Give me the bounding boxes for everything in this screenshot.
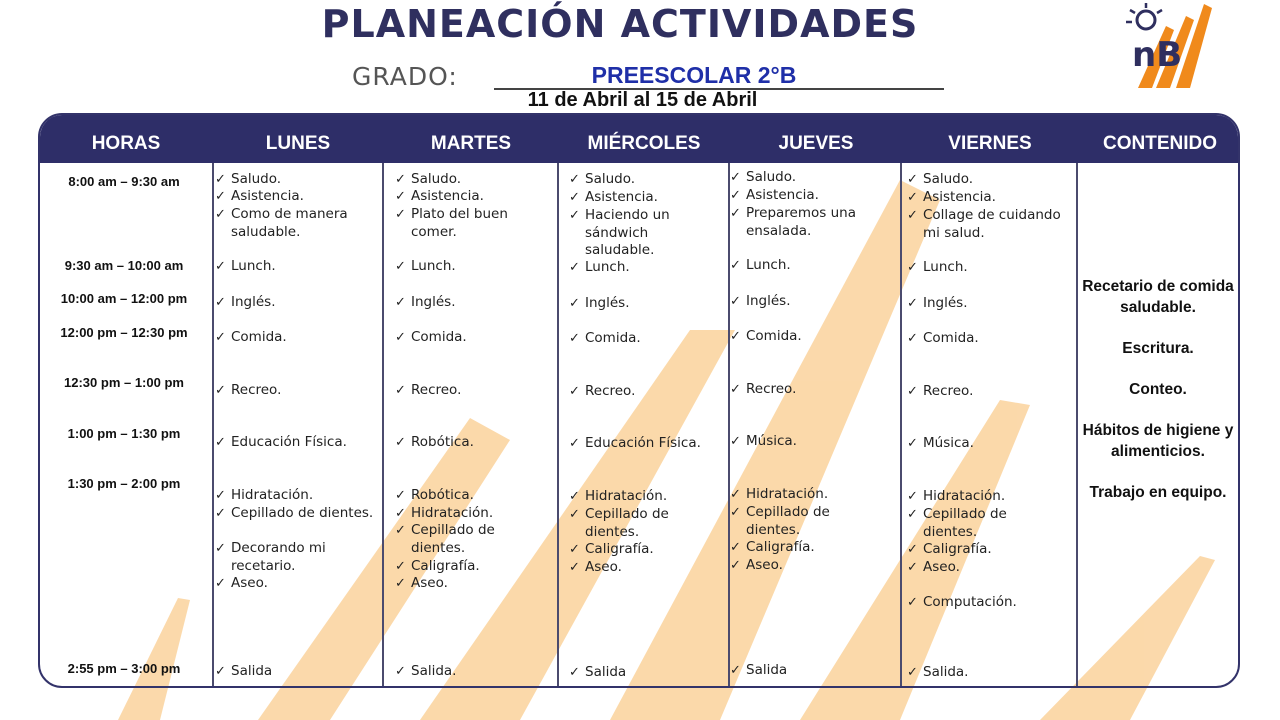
list-item: ✓ Caligrafía. [907, 541, 992, 557]
list-item: ✓ Caligrafía. [569, 541, 654, 557]
time-slot: 1:30 pm – 2:00 pm [67, 476, 181, 491]
list-item: ✓ Hidratación. [730, 486, 829, 502]
grade-label: GRADO: [352, 62, 458, 91]
contenido-list [1078, 276, 1238, 523]
list-item: ✓ Caligrafía. [730, 539, 815, 555]
list-item: ✓ Saludo. [215, 171, 282, 187]
list-item: ✓ Aseo. [395, 575, 448, 591]
list-item: ✓ Hidratación. [907, 488, 1006, 504]
time-slot: 1:00 pm – 1:30 pm [67, 426, 181, 441]
list-item: ✓ Lunch. [730, 257, 791, 273]
list-item: ✓ Inglés. [395, 294, 456, 310]
column-divider [728, 163, 730, 686]
list-item: ✓ Como de manera saludable. [215, 206, 348, 240]
header-martes: MARTES [430, 133, 512, 154]
list-item: ✓ Cepillado de dientes. [395, 522, 495, 556]
list-item: ✓ Recreo. [907, 383, 974, 399]
time-slot: 8:00 am – 9:30 am [68, 174, 180, 189]
header-jueves: JUEVES [778, 133, 854, 154]
contenido-item: Conteo. [1129, 381, 1187, 398]
list-item: ✓ Asistencia. [569, 189, 658, 205]
list-item: ✓ Lunch. [907, 259, 968, 275]
list-item: ✓ Hidratación. [569, 488, 668, 504]
grade-value: PREESCOLAR 2°B [591, 62, 797, 88]
time-slot: 9:30 am – 10:00 am [64, 258, 184, 273]
page-title: PLANEACIÓN ACTIVIDADES [321, 2, 919, 46]
contenido-item: Recetario de comida saludable. [1082, 278, 1234, 316]
list-item: ✓ Computación. [907, 594, 1017, 610]
list-item: ✓ Preparemos una ensalada. [730, 205, 856, 239]
table-header [40, 115, 1238, 163]
list-item: ✓ Lunch. [395, 258, 456, 274]
time-slot: 12:30 pm – 1:00 pm [64, 375, 184, 390]
list-item: ✓ Salida. [907, 664, 969, 680]
header-viernes: VIERNES [948, 133, 1032, 154]
header-lunes: LUNES [265, 133, 331, 154]
school-logo [1118, 0, 1218, 90]
list-item: ✓ Aseo. [215, 575, 268, 591]
list-item: ✓ Comida. [907, 330, 979, 346]
header-miercoles: MIÉRCOLES [587, 133, 701, 154]
list-item: ✓ Aseo. [569, 559, 622, 575]
list-item: ✓ Comida. [395, 329, 467, 345]
column-divider [900, 163, 902, 686]
list-item: ✓ Salida. [395, 663, 457, 679]
contenido-item: Hábitos de higiene y alimenticios. [1082, 422, 1234, 460]
list-item: ✓ Comida. [569, 330, 641, 346]
list-item: ✓ Recreo. [215, 382, 282, 398]
column-divider [382, 163, 384, 686]
list-item: ✓ Decorando mi recetario. [215, 540, 326, 574]
list-item: ✓ Recreo. [395, 382, 462, 398]
list-item: ✓ Asistencia. [907, 189, 996, 205]
list-item: ✓ Salida [569, 664, 627, 680]
list-item: ✓ Recreo. [730, 381, 797, 397]
list-item: ✓ Robótica. [395, 487, 474, 503]
list-item: ✓ Cepillado de dientes. [730, 504, 830, 538]
list-item: ✓ Salida [730, 662, 788, 678]
list-item: ✓ Asistencia. [730, 187, 819, 203]
list-item: ✓ Inglés. [215, 294, 276, 310]
list-item: ✓ Cepillado de dientes. [215, 505, 374, 521]
header-horas: HORAS [91, 133, 161, 154]
list-item: ✓ Inglés. [907, 295, 968, 311]
date-range: 11 de Abril al 15 de Abril [527, 89, 758, 111]
list-item: ✓ Lunch. [215, 258, 276, 274]
list-item: ✓ Inglés. [730, 293, 791, 309]
contenido-item: Escritura. [1122, 340, 1194, 357]
header-contenido: CONTENIDO [1103, 133, 1217, 154]
list-item: ✓ Inglés. [569, 295, 630, 311]
list-item: ✓ Educación Física. [215, 434, 347, 450]
list-item: ✓ Hidratación. [215, 487, 314, 503]
list-item: ✓ Aseo. [730, 557, 783, 573]
list-item: ✓ Comida. [730, 328, 802, 344]
list-item: ✓ Plato del buen comer. [395, 206, 508, 240]
list-item: ✓ Hidratación. [395, 505, 494, 521]
list-item: ✓ Recreo. [569, 383, 636, 399]
time-slot: 12:00 pm – 12:30 pm [60, 325, 188, 340]
list-item: ✓ Cepillado de dientes. [569, 506, 669, 540]
logo-text: nB [1132, 35, 1183, 75]
time-slot: 2:55 pm – 3:00 pm [67, 661, 181, 676]
list-item: ✓ Comida. [215, 329, 287, 345]
list-item: ✓ Robótica. [395, 434, 474, 450]
list-item: ✓ Caligrafía. [395, 558, 480, 574]
list-item: ✓ Música. [907, 435, 974, 451]
list-item: ✓ Saludo. [907, 171, 974, 187]
list-item: ✓ Lunch. [569, 259, 630, 275]
list-item: ✓ Educación Física. [569, 435, 701, 451]
list-item: ✓ Saludo. [395, 171, 462, 187]
list-item: ✓ Saludo. [569, 171, 636, 187]
list-item: ✓ Cepillado de dientes. [907, 506, 1007, 540]
time-slot: 10:00 am – 12:00 pm [60, 291, 188, 306]
list-item: ✓ Haciendo un sándwich saludable. [569, 207, 670, 258]
column-divider [212, 163, 214, 686]
list-item: ✓ Aseo. [907, 559, 960, 575]
list-item: ✓ Asistencia. [395, 188, 484, 204]
contenido-item: Trabajo en equipo. [1089, 484, 1227, 501]
list-item: ✓ Saludo. [730, 169, 797, 185]
list-item: ✓ Salida [215, 663, 273, 679]
column-divider [557, 163, 559, 686]
list-item: ✓ Collage de cuidando mi salud. [907, 207, 1061, 241]
list-item: ✓ Asistencia. [215, 188, 304, 204]
list-item: ✓ Música. [730, 433, 797, 449]
